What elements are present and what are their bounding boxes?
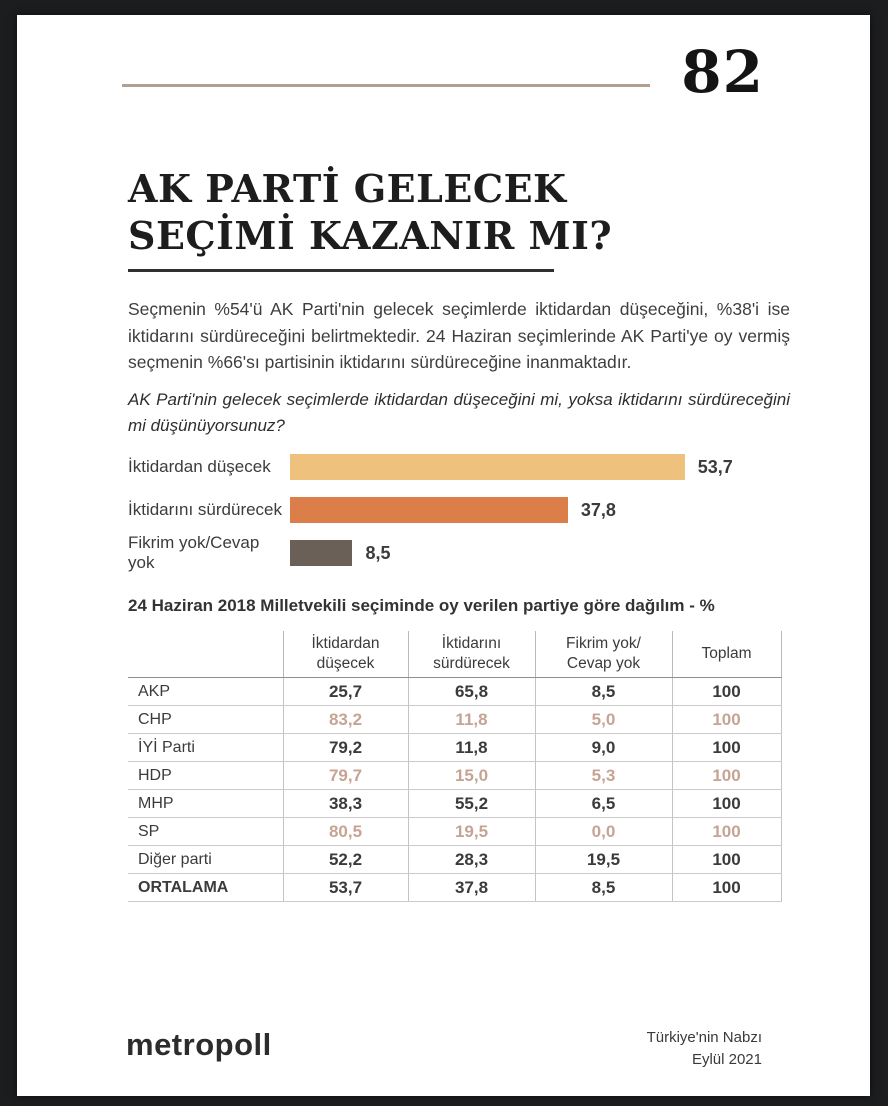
row-label: HDP: [128, 762, 283, 790]
table-row: [128, 706, 781, 734]
cell-value: 100: [672, 734, 781, 762]
results-table: [128, 631, 782, 902]
cell-value: 79,7: [283, 762, 408, 790]
cell-value: 8,5: [535, 678, 672, 706]
cell-value: 15,0: [408, 762, 535, 790]
survey-question: AK Parti'nin gelecek seçimlerde iktidardan düşeceğini mi, yoksa iktidarını sürdüreceğini mi düşünüyorsunuz?: [128, 390, 790, 435]
cell-value: 79,2: [283, 734, 408, 762]
cell-value: 100: [672, 874, 781, 902]
table-row: [128, 874, 781, 902]
cell-value: 100: [672, 846, 781, 874]
bar-row: [128, 533, 808, 572]
cell-value: 19,5: [408, 818, 535, 846]
bar-chart: [128, 454, 808, 583]
column-header: İktidardan düşecek: [283, 631, 408, 678]
table-title: 24 Haziran 2018 Milletvekili seçiminde oy verilen partiye göre dağılım - %: [128, 596, 715, 615]
table-row: [128, 678, 781, 706]
bar-row: [128, 497, 808, 523]
cell-value: 100: [672, 762, 781, 790]
report-page: [17, 15, 870, 1096]
table-row: [128, 762, 781, 790]
metropoll-logo: metropoll: [126, 1027, 272, 1062]
row-label: SP: [128, 818, 283, 846]
cell-value: 83,2: [283, 706, 408, 734]
bar-value: 37,8: [580, 499, 616, 520]
cell-value: 5,0: [535, 706, 672, 734]
page-title-line1: AK PARTİ GELECEK: [128, 166, 567, 211]
row-label: İYİ Parti: [128, 734, 283, 762]
cell-value: 53,7: [283, 874, 408, 902]
row-label: AKP: [128, 678, 283, 706]
row-label: Diğer parti: [128, 846, 283, 874]
page-title: [128, 165, 612, 259]
table-row: [128, 818, 781, 846]
table-header-row: [128, 631, 781, 678]
bar-label: İktidardan düşecek: [128, 457, 271, 476]
row-label: ORTALAMA: [128, 874, 283, 902]
cell-value: 0,0: [535, 818, 672, 846]
page-number: 82: [681, 38, 764, 106]
column-header: İktidarını sürdürecek: [408, 631, 535, 678]
bar-row: [128, 454, 808, 480]
cell-value: 9,0: [535, 734, 672, 762]
cell-value: 5,3: [535, 762, 672, 790]
row-label: CHP: [128, 706, 283, 734]
cell-value: 65,8: [408, 678, 535, 706]
column-header-empty: [128, 631, 283, 678]
footer-publication-info: [647, 1027, 762, 1071]
row-label: MHP: [128, 790, 283, 818]
page-title-line2: SEÇİMİ KAZANIR MI?: [128, 213, 613, 258]
cell-value: 100: [672, 706, 781, 734]
cell-value: 55,2: [408, 790, 535, 818]
summary-paragraph: Seçmenin %54'ü AK Parti'nin gelecek seçimlerde iktidardan düşeceğini, %38'i ise iktidarını sürdüreceğini belirtmektedir. 24 Haziran seçimlerinde AK Parti'ye oy vermiş seçmenin %66'sı partisinin iktidarını sürdüreceğine inanmaktadır.: [128, 299, 790, 372]
title-underline: [128, 269, 554, 272]
cell-value: 11,8: [408, 734, 535, 762]
cell-value: 8,5: [535, 874, 672, 902]
publication-name: Türkiye'nin Nabzı: [646, 1029, 762, 1046]
cell-value: 100: [672, 678, 781, 706]
cell-value: 100: [672, 818, 781, 846]
cell-value: 6,5: [535, 790, 672, 818]
bar-value: 8,5: [365, 542, 391, 563]
table-row: [128, 846, 781, 874]
bar: [290, 497, 568, 523]
cell-value: 80,5: [283, 818, 408, 846]
bar-value: 53,7: [697, 456, 733, 477]
table-row: [128, 790, 781, 818]
header-rule: [122, 84, 650, 87]
bar: [290, 454, 685, 480]
cell-value: 19,5: [535, 846, 672, 874]
table-row: [128, 734, 781, 762]
cell-value: 25,7: [283, 678, 408, 706]
cell-value: 11,8: [408, 706, 535, 734]
column-header: Toplam: [672, 631, 781, 678]
bar-label: İktidarını sürdürecek: [128, 500, 283, 519]
cell-value: 37,8: [408, 874, 535, 902]
column-header: Fikrim yok/ Cevap yok: [535, 631, 672, 678]
cell-value: 52,2: [283, 846, 408, 874]
bar-label: Fikrim yok/Cevap yok: [128, 533, 260, 572]
cell-value: 28,3: [408, 846, 535, 874]
cell-value: 100: [672, 790, 781, 818]
bar: [290, 540, 352, 566]
cell-value: 38,3: [283, 790, 408, 818]
publication-date: Eylül 2021: [691, 1051, 762, 1068]
